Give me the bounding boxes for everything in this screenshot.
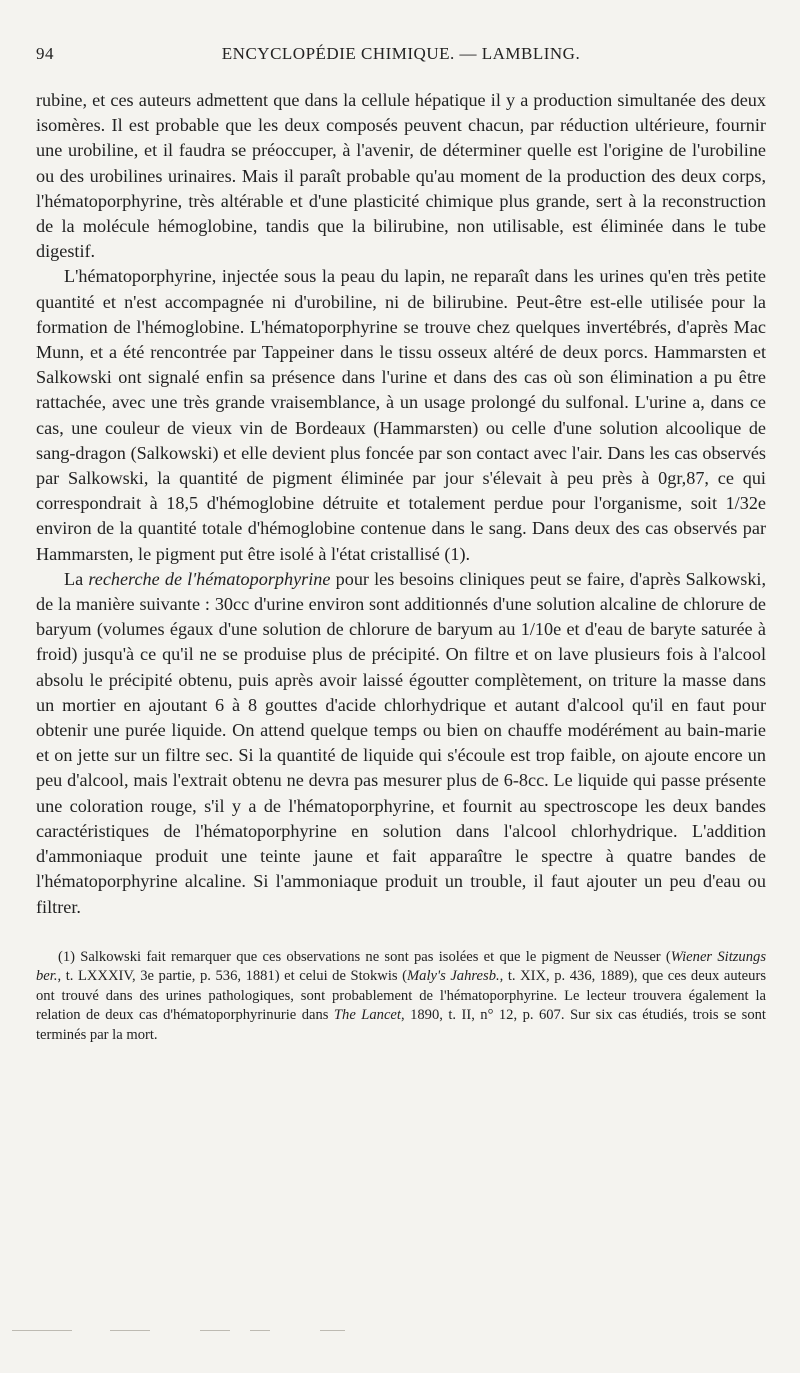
document-page [36,40,766,1046]
scan-artifact-line [0,1326,800,1336]
body-text [36,88,766,920]
paragraph-2: L'hématoporphyrine, injectée sous la peau du lapin, ne reparaît dans les urines qu'en très petite quantité et n'est accompagnée ni d'urobiline, ni de bilirubine. Peut-être est-elle utilisée pour la formation de l'hémoglobine. L'hématoporphyrine se trouve chez quelques invertébrés, d'après Mac Munn, et a été rencontrée par Tappeiner dans le tissu osseux altéré de deux porcs. Hammarsten et Salkowski ont signalé enfin sa présence dans l'urine et dans des cas où son élimination a pu être rattachée, avec une très grande vraisemblance, à un usage prolongé du sulfonal. L'urine a, dans ce cas, une couleur de vieux vin de Bordeaux (Hammarsten) ou celle d'une solution alcoolique de sang-dragon (Salkowski) et elle devient plus foncée par son contact avec l'air. Dans les cas observés par Salkowski, la quantité de pigment éliminée par jour s'élevait à peu près à 0gr,87, ce qui correspondrait à 18,5 d'hémoglobine détruite et totalement perdue pour l'organisme, soit 1/32e environ de la quantité totale d'hémoglobine contenue dans le sang. Dans deux des cas observés par Hammarsten, le pigment put être isolé à l'état cristallisé (1). [36,266,766,564]
footnote-1-citation-3: The Lancet [333,1007,401,1024]
footnote-1-part6: , t. XIX, p. 436, 1889), que ces deux auteurs ont trouvé dans des urines pathologiques, sont probablement de l'hématoporphyrine. Le lecteur trouvera également la relation de deux cas d'hématoporphyrinurie dans [36,968,766,1024]
footnote-1-part2: Neusser ( [613,948,671,965]
footnote-1-part8: , 1890, t. II, n° 12, p. 607. Sur six cas étudiés, trois se sont terminés par la mort. [36,1007,766,1044]
footnotes [36,948,766,1046]
page-number: 94 [36,44,54,63]
paragraph-3-lead: La [64,568,89,589]
footnote-1-citation-2: Maly's Jahresb. [406,968,500,985]
footnote-1-citation-1: Wiener Sitzungs ber. [36,948,767,985]
footnote-1-part4: , t. LXXXIV, 3e partie, p. 536, 1881) et celui de Stokwis ( [57,968,407,985]
paragraph-3 [36,567,766,920]
footnote-1 [36,948,766,1046]
paragraph-3-rest: pour les besoins cliniques peut se faire, d'après Salkowski, de la manière suivante : 30cc d'urine environ sont additionnés d'une solution alcaline de chlorure de baryum (volumes égaux d'une solution de chlorure de baryum au 1/10e et d'eau de baryte saturée à froid) jusqu'à ce qu'il ne se produise plus de précipité. On filtre et on lave plusieurs fois à l'alcool absolu le précipité obtenu, puis après avoir laissé égoutter complètement, on triture la masse dans un mortier en ajoutant 6 à 8 gouttes d'acide chlorhydrique et autant d'alcool qu'il en faut pour obtenir une purée liquide. On attend quelque temps ou bien on chauffe modérément au bain-marie et on jette sur un filtre sec. Si la quantité de liquide qui s'écoule est trop faible, on ajoute encore un peu d'alcool, mais l'extrait obtenu ne devra pas mesurer plus de 6-8cc. Le liquide qui passe présente une coloration rouge, s'il y a de l'hématoporphyrine, et fournit au spectroscope les deux bandes caractéristiques de l'hématoporphyrine en solution dans l'alcool chlorhydrique. L'addition d'ammoniaque produit une teinte jaune et fait apparaître le spectre à quatre bandes de l'hématoporphyrine alcaline. Si l'ammoniaque produit un trouble, il faut ajouter un peu d'eau ou filtrer. [36,568,767,917]
paragraph-3-italic: recherche de l'hématoporphyrine [88,568,331,589]
footnote-1-part1: (1) Salkowski fait remarquer que ces observations ne sont pas isolées et que le pigment de [58,948,614,965]
page-header [36,40,766,68]
running-title: ENCYCLOPÉDIE CHIMIQUE. — LAMBLING. [221,44,581,63]
paragraph-1: rubine, et ces auteurs admettent que dans la cellule hépatique il y a production simultanée des deux isomères. Il est probable que les deux composés peuvent chacun, par réduction ultérieure, fournir une urobiline, et il faudra se préoccuper, à l'avenir, de déterminer quelle est l'origine de l'urobiline ou des urobilines urinaires. Mais il paraît probable qu'au moment de la production des deux corps, l'hématoporphyrine, très altérable et d'une plasticité chimique plus grande, sert à la reconstruction de la molécule hémoglobine, tandis que la bilirubine, non utilisable, est éliminée dans le tube digestif. [36,90,766,262]
